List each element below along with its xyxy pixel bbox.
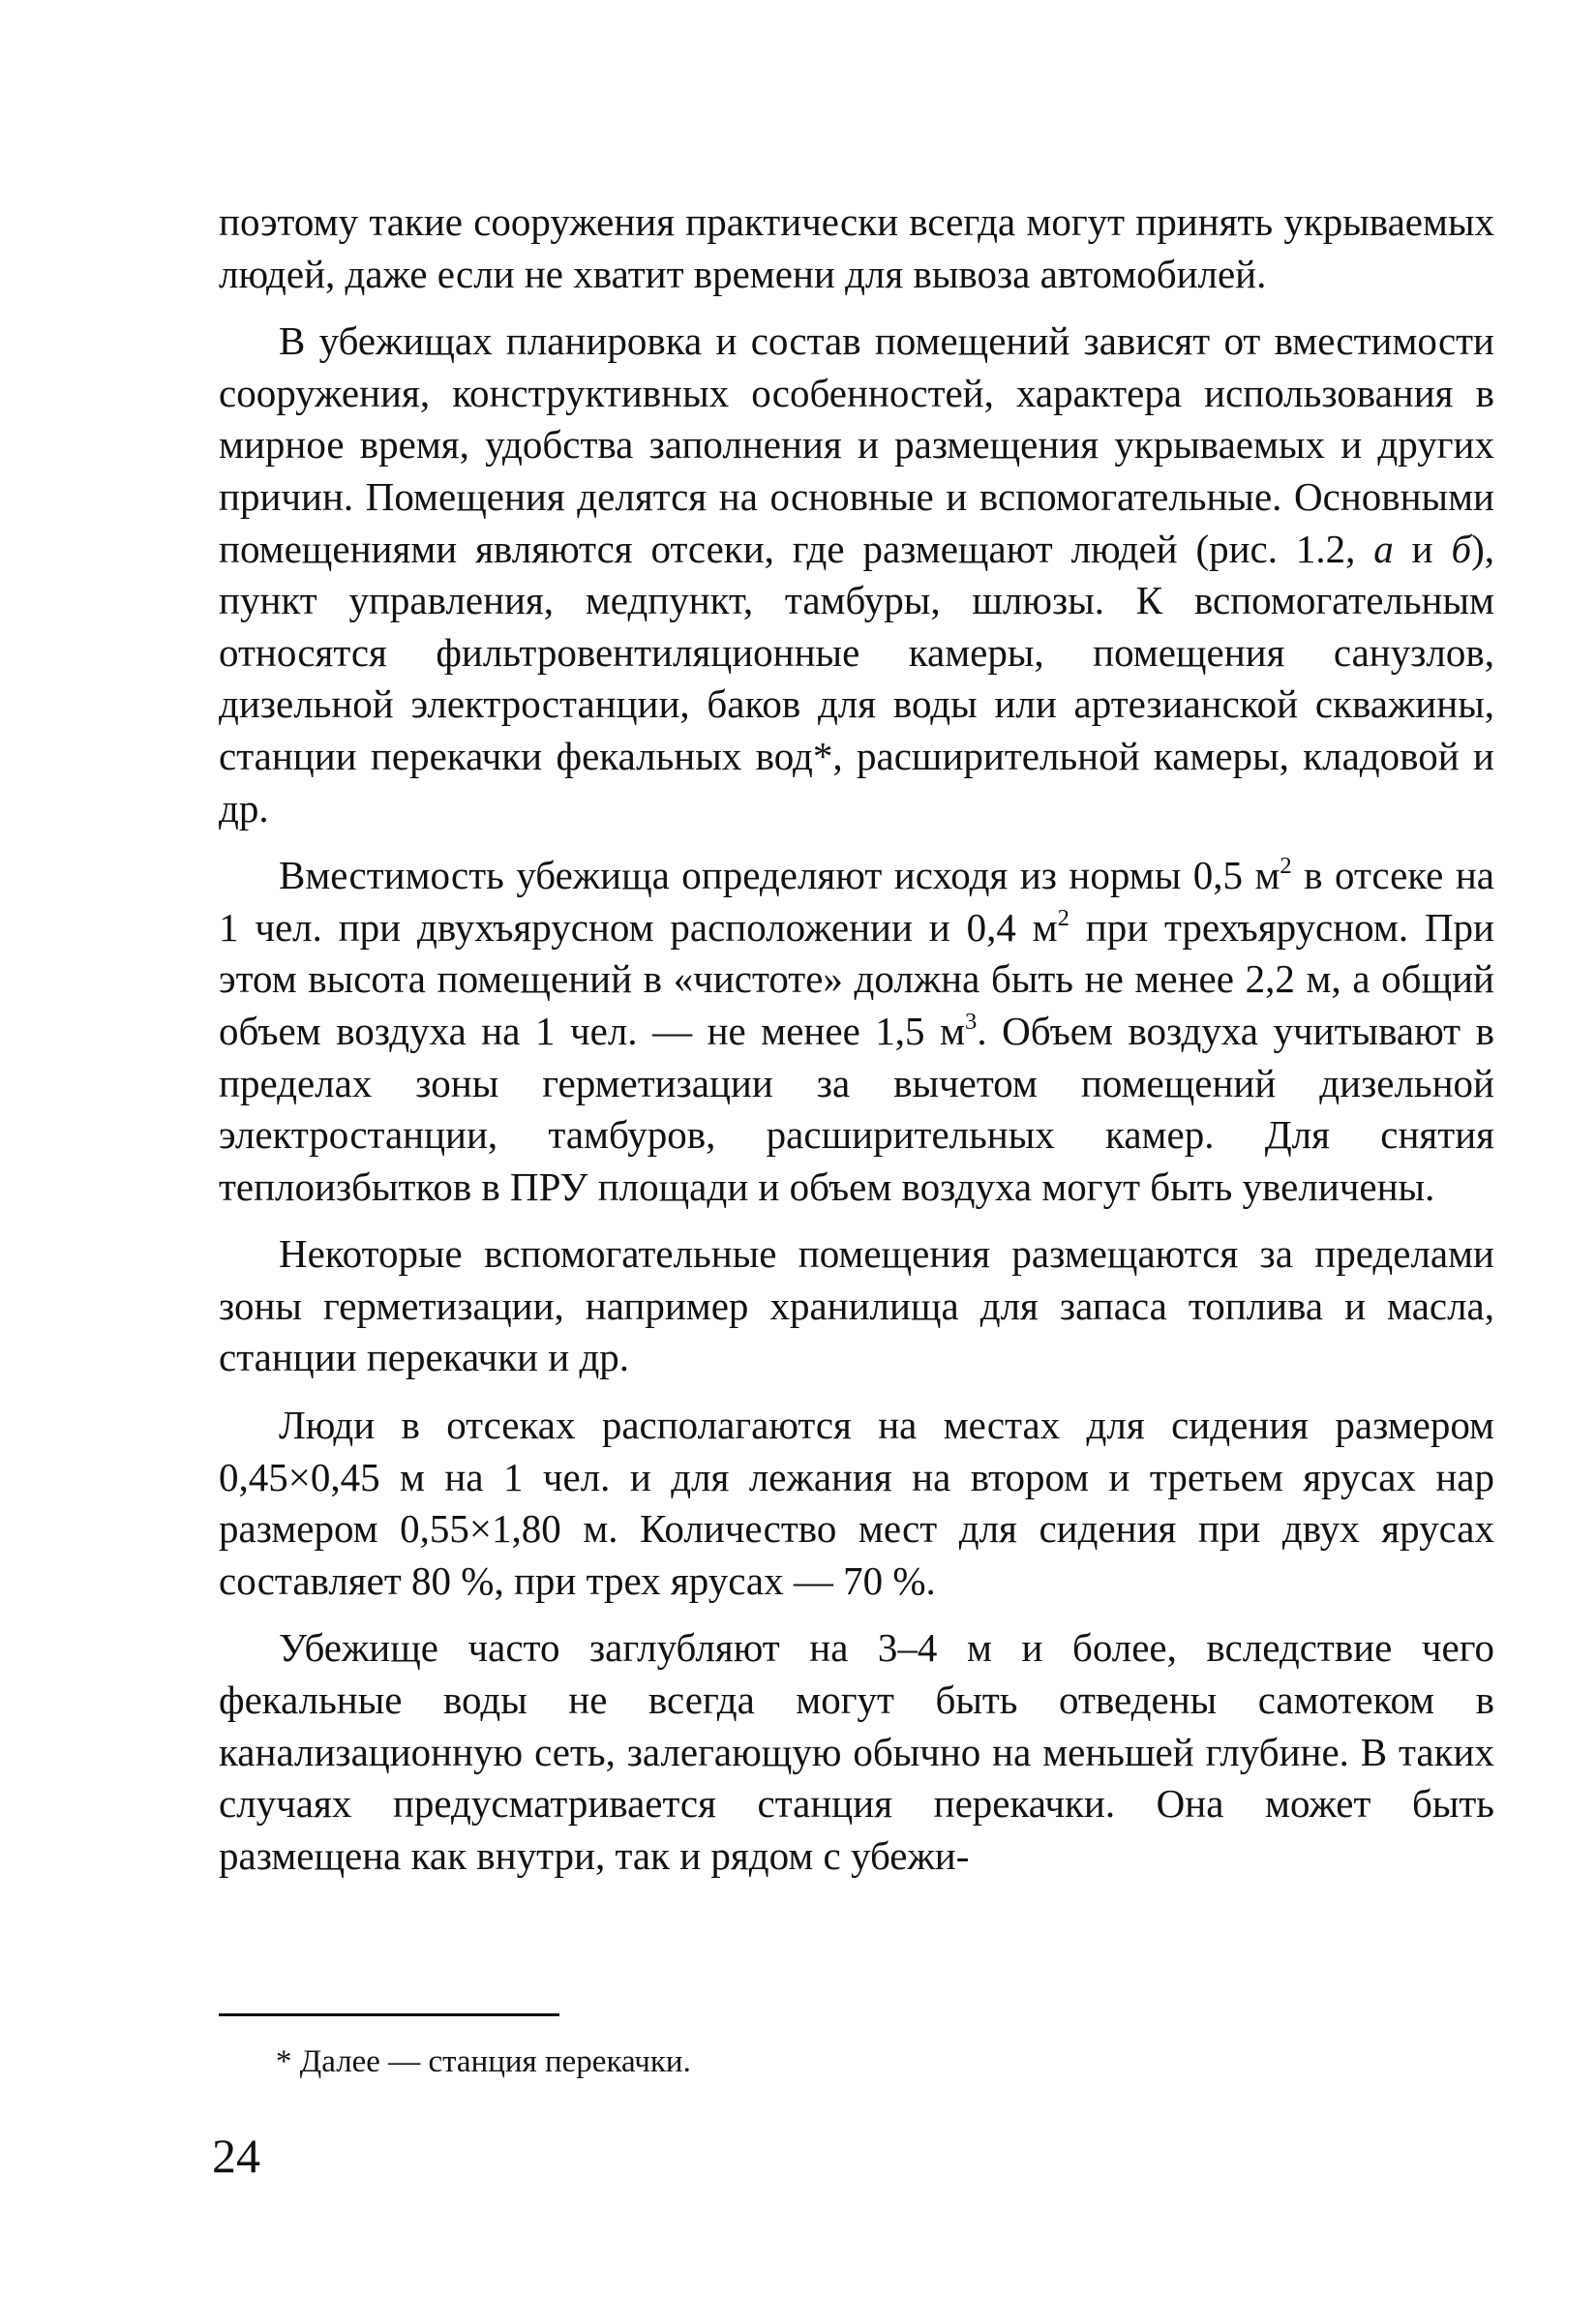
paragraph-3-part-4: . Объем воздуха учитывают в пределах зоны герметизации за вычетом помещений дизельной электростанции, тамбуров, расширительных камер. Для снятия теплоизбытков в ПРУ площади и объем воздуха могут быть увеличены. [219, 1008, 1494, 1209]
paragraph-3-part-3: при трехъярусном. При этом высота помещений в «чистоте» должна быть не менее 2,2 м, а общий объем воздуха на 1 чел. — не менее 1,5 м [219, 904, 1494, 1053]
footnote: * Далее — станция перекачки. [276, 2044, 691, 2079]
figure-ref-b: б [1451, 526, 1472, 571]
paragraph-2-part-2: и [1393, 526, 1452, 571]
paragraph-2-part-1: В убежищах планировка и состав помещений зависят от вместимости сооружения, конструктивных особенностей, характера использования в мирное время, удобства заполнения и размещения укрываемых и других причин. Помещения делятся на основные и вспомогательные. Основными помещениями являются отсеки, где размещают людей (рис. 1.2, [219, 318, 1494, 571]
paragraph-3-part-1: Вместимость убежища определяют исходя из нормы 0,5 м [279, 853, 1280, 898]
paragraph-2 [219, 316, 1494, 834]
page-number: 24 [212, 2129, 260, 2183]
superscript-cubic: 3 [965, 1008, 978, 1035]
paragraph-4 [219, 1228, 1494, 1384]
footnote-divider [219, 2013, 559, 2016]
paragraph-1-text: поэтому такие сооружения практически всегда могут принять укрываемых людей, даже если не хватит времени для вывоза автомобилей. [219, 199, 1494, 296]
paragraph-2-part-3: ), пункт управления, медпункт, тамбуры, шлюзы. К вспомогательным относятся фильтровентиляционные камеры, помещения санузлов, дизельной электростанции, баков для воды или артезианской скважины, станции перекачки фекальных вод*, расширительной камеры, кладовой и др. [219, 526, 1494, 831]
paragraph-4-text: Некоторые вспомогательные помещения размещаются за пределами зоны герметизации, например хранилища для запаса топлива и масла, станции перекачки и др. [219, 1231, 1494, 1380]
superscript-square-1: 2 [1280, 853, 1292, 880]
paragraph-3-part-2: в отсеке на 1 чел. при двухъярусном расположении и 0,4 м [219, 853, 1494, 950]
figure-ref-a: а [1373, 526, 1394, 571]
paragraph-5-text: Люди в отсеках располагаются на местах для сидения размером 0,45×0,45 м на 1 чел. и для лежания на втором и третьем ярусах нар размером 0,55×1,80 м. Количество мест для сидения при двух ярусах составляет 80 %, при трех ярусах — 70 %. [219, 1403, 1494, 1603]
page-body [219, 196, 1494, 1897]
paragraph-1 [219, 196, 1494, 300]
paragraph-6-text: Убежище часто заглубляют на 3–4 м и более, вследствие чего фекальные воды не всегда могут быть отведены самотеком в канализационную сеть, залегающую обычно на меньшей глубине. В таких случаях предусматривается станция перекачки. Она может быть размещена как внутри, так и рядом с убежи- [219, 1625, 1494, 1878]
paragraph-5 [219, 1400, 1494, 1607]
superscript-square-2: 2 [1057, 904, 1069, 931]
paragraph-3 [219, 850, 1494, 1213]
paragraph-6 [219, 1622, 1494, 1882]
